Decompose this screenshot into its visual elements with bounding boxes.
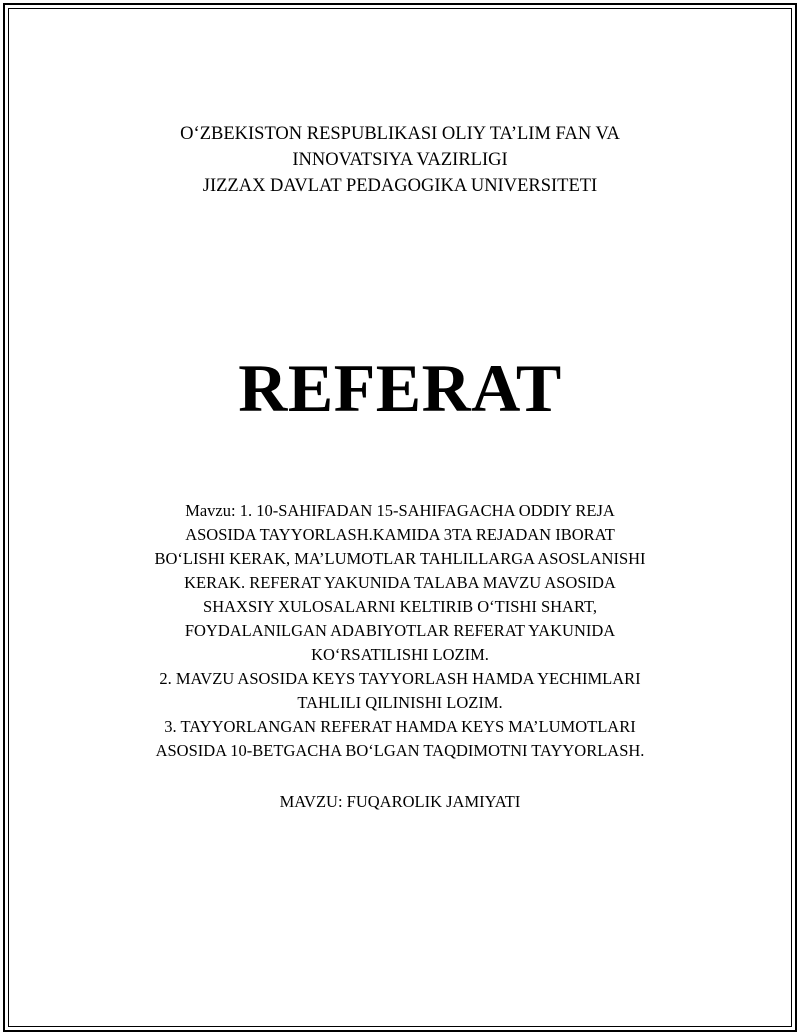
task-description: [40, 499, 760, 763]
header-line-ministry-1: O‘ZBEKISTON RESPUBLIKASI OLIY TA’LIM FAN VA: [180, 124, 620, 144]
task-line: FOYDALANILGAN ADABIYOTLAR REFERAT YAKUNIDA: [184, 621, 616, 640]
document-title: REFERAT: [238, 350, 562, 426]
task-line: SHAXSIY XULOSALARNI KELTIRIB O‘TISHI SHART,: [203, 597, 597, 616]
task-line: 3. TAYYORLANGAN REFERAT HAMDA KEYS MA’LUMOTLARI: [164, 717, 636, 736]
header-line-ministry-2: INNOVATSIYA VAZIRLIGI: [292, 150, 508, 170]
task-line: KO‘RSATILISHI LOZIM.: [311, 645, 489, 664]
institution-header: [60, 121, 740, 199]
task-line: KERAK. REFERAT YAKUNIDA TALABA MAVZU ASOSIDA: [184, 573, 616, 592]
task-line: TAHLILI QILINISHI LOZIM.: [297, 693, 503, 712]
header-line-university: JIZZAX DAVLAT PEDAGOGIKA UNIVERSITETI: [202, 176, 598, 196]
task-line: ASOSIDA TAYYORLASH.KAMIDA 3TA REJADAN IBORAT: [185, 525, 615, 544]
topic-line: MAVZU: FUQAROLIK JAMIYATI: [279, 792, 521, 811]
task-line: 2. MAVZU ASOSIDA KEYS TAYYORLASH HAMDA YECHIMLARI: [159, 669, 641, 688]
task-line: BO‘LISHI KERAK, MA’LUMOTLAR TAHLILLARGA ASOSLANISHI: [154, 549, 646, 568]
task-line: Mavzu: 1. 10-SAHIFADAN 15-SAHIFAGACHA ODDIY REJA: [185, 501, 615, 520]
task-line: ASOSIDA 10-BETGACHA BO‘LGAN TAQDIMOTNI TAYYORLASH.: [155, 741, 645, 760]
